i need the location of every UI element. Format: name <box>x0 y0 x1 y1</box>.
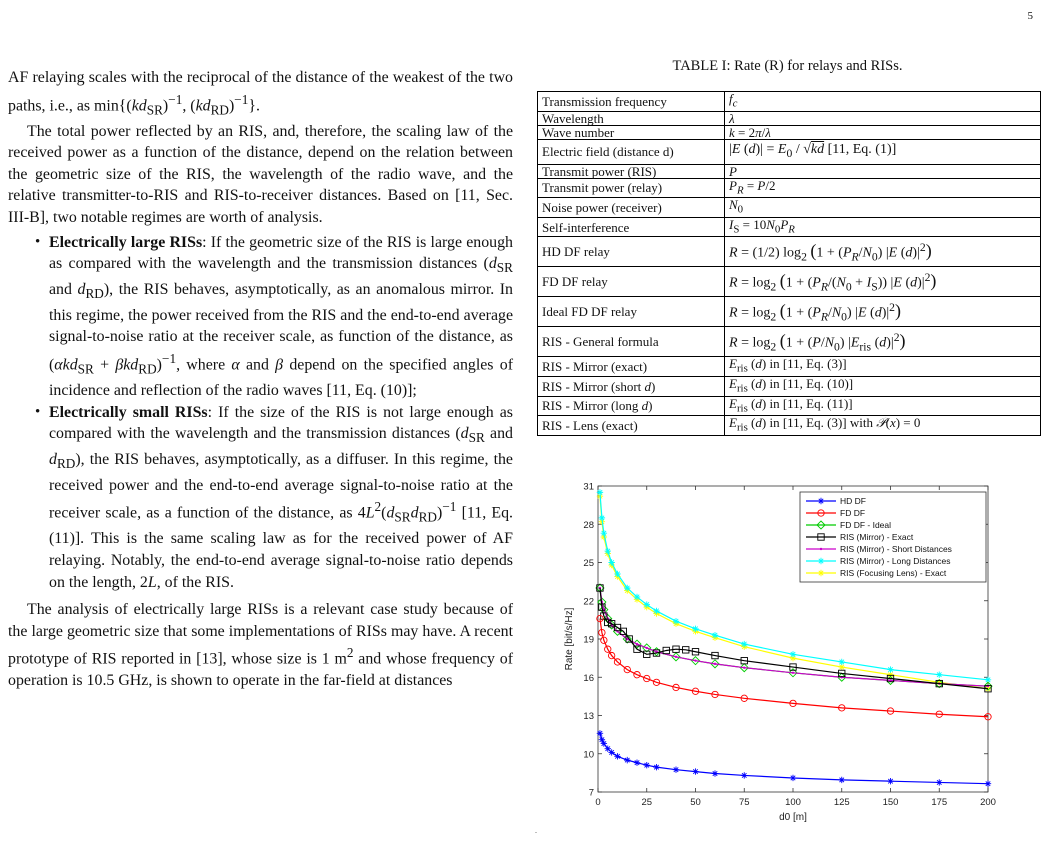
data-point <box>839 777 845 783</box>
data-point <box>624 585 630 591</box>
x-tick-label: 50 <box>690 797 701 808</box>
data-point <box>614 571 620 577</box>
row-label: Transmission frequency <box>538 92 725 112</box>
row-value: $R = \log_2 (1 + (P_R/(N_0 + I_S))$ |E $(d)|^2$) <box>725 267 1041 297</box>
paragraph-af-scaling: AF relaying scales with the reciprocal of the distance of the weakest of the two paths, i.e., as $\min\{(kd_{SR})^{-1}$, $(kd_{RD})^{-1}$}. <box>8 69 513 118</box>
page-number: 5 <box>1027 10 1033 22</box>
row-value: λ <box>725 111 1041 125</box>
table-row <box>538 164 1041 178</box>
x-tick-label: 150 <box>882 797 899 808</box>
row-label: RIS - Mirror (long d) <box>538 396 725 416</box>
table-row <box>538 178 1041 198</box>
legend-label: FD DF - Ideal <box>840 520 892 530</box>
data-point <box>692 768 698 774</box>
table-row <box>538 237 1041 267</box>
data-point <box>614 753 620 759</box>
y-axis-label: Rate [bit/s/Hz] <box>564 607 575 671</box>
table-row <box>538 376 1041 396</box>
rate-figure <box>540 474 1010 839</box>
row-label: Transmit power (relay) <box>538 178 725 198</box>
data-point <box>790 775 796 781</box>
legend-label: RIS (Focusing Lens) - Exact <box>840 568 947 578</box>
table-row <box>538 396 1041 416</box>
data-point <box>792 672 794 674</box>
data-point <box>601 740 607 746</box>
x-tick-label: 200 <box>980 797 996 808</box>
row-value: k = 2π/λ <box>725 125 1041 139</box>
row-value: $N_0$ <box>725 198 1041 218</box>
row-label: Ideal FD DF relay <box>538 297 725 327</box>
data-point <box>624 757 630 763</box>
data-point <box>608 559 614 565</box>
x-tick-label: 175 <box>931 797 948 808</box>
table-row <box>538 297 1041 327</box>
data-point <box>673 618 679 624</box>
x-tick-label: 75 <box>738 797 750 808</box>
data-point <box>646 647 648 649</box>
data-point <box>599 515 605 521</box>
data-point <box>741 772 747 778</box>
y-tick-label: 19 <box>583 634 594 646</box>
table-row <box>538 111 1041 125</box>
x-tick-label: 25 <box>641 797 653 808</box>
paragraph-large-ris-case: The analysis of electrically large RISs is a relevant case study because of the large geometric size that some implementations of RISs may have. A recent prototype of RIS reported in [13], whose size is 1 $m^2$ and whose frequency of operation is 10.5 GHz, is shown to operate in the far-field at distances <box>8 601 513 690</box>
data-point <box>636 643 638 645</box>
data-point <box>608 749 614 755</box>
row-label: Transmit power (RIS) <box>538 164 725 178</box>
data-point <box>839 659 845 665</box>
row-label: FD DF relay <box>538 267 725 297</box>
table-row <box>538 327 1041 357</box>
row-label: RIS - Mirror (exact) <box>538 357 725 377</box>
y-tick-label: 7 <box>588 787 594 799</box>
stray-mark: . <box>535 826 537 835</box>
paragraph-total-power: The total power reflected by an RIS, and, therefore, the scaling law of the received power as a function of the distance, depend on the relation between the geometric size of the RIS, the wavelength of the radio wave, and the relative transmitter-to-RIS and RIS-to-receiver distances. Based on [11, Sec. III-B], two notable regimes are worth of analysis. <box>8 122 513 227</box>
data-point <box>601 530 607 536</box>
row-label: HD DF relay <box>538 237 725 267</box>
data-point <box>692 626 698 632</box>
row-label: Self-interference <box>538 217 725 237</box>
table-row <box>538 198 1041 218</box>
data-point <box>644 762 650 768</box>
data-point <box>741 641 747 647</box>
data-point <box>634 759 640 765</box>
bullet1-title: Electrically large RISs <box>49 233 203 251</box>
row-value: |E $(d)| = E_0 / √kd$ [11, Eq. (1)] <box>725 139 1041 164</box>
table-row <box>538 357 1041 377</box>
row-value: R = (1/2) $\log_2 (1 + (P_R/N_0)$ |E $(d)|^2$) <box>725 237 1041 267</box>
data-point <box>597 730 603 736</box>
bullet-electrically-small: • Electrically small RISs: If the size of the RIS is not large enough as compared with the wavelength and the transmission distances ($d_{SR}$ and $d_{RD}$), the RIS behaves, asymptotically, as a diffuser. In this regime, the received power and the end-to-end average signal-to-noise ratio at the receiver scale, as a function of the distance, as $4L^2(d_{SR}d_{RD})^{-1}$ [11, Eq. (11)]. This is the same scaling law as for the received power of AF relaying. Notably, the end-to-end average signal-to-noise ratio depends on the length, 2L, of the RIS. <box>8 402 513 594</box>
legend-label: FD DF <box>840 508 866 518</box>
y-tick-label: 13 <box>583 711 594 722</box>
y-tick-label: 28 <box>583 519 594 531</box>
row-value: $R = \log_2 (1 + (P/N_0)$ $|E_{ris}$ $(d)|^2$) <box>725 327 1041 357</box>
left-column <box>8 67 513 692</box>
data-point <box>673 766 679 772</box>
x-axis-label: d0 [m] <box>779 812 807 823</box>
table-row <box>538 92 1041 112</box>
table-row <box>538 125 1041 139</box>
row-value: $R = \log_2 (1 + (P_R/N_0)$ |E $(d)|^2$) <box>725 297 1041 327</box>
legend-label: HD DF <box>840 496 866 506</box>
legend-label: RIS (Mirror) - Long Distances <box>840 556 951 566</box>
x-tick-label: 125 <box>833 797 850 808</box>
row-value: $E_{ris}$ (d) in [11, Eq. (11)] <box>725 396 1041 416</box>
para1-text-a: AF relaying scales with the reciprocal of the distance of the weakest of the two paths, i.e., as min <box>8 69 513 114</box>
row-value: $P_R = P/2$ <box>725 178 1041 198</box>
legend-marker <box>818 570 824 576</box>
y-tick-label: 10 <box>583 749 594 761</box>
data-point <box>936 779 942 785</box>
data-point <box>653 764 659 770</box>
rate-vs-distance-chart <box>540 474 1010 839</box>
row-label: RIS - General formula <box>538 327 725 357</box>
bullet-electrically-large: • Electrically large RISs: If the geometric size of the RIS is large enough as compared with the wavelength and the transmission distances ($d_{SR}$ and $d_{RD}$), the RIS behaves, asymptotically, as an anomalous mirror. In this regime, the power received from the RIS and the end-to-end average signal-to-noise ratio at the receiver scale, as function of the distance, as $(\alpha kd_{SR} + \beta kd_{RD})^{-1}$, where α and β depend on the specified angles of incidence and reflection of the radio waves [11, Eq. (10)]; <box>8 232 513 402</box>
bullet2-title: Electrically small RISs <box>49 403 208 421</box>
row-label: Electric field (distance d) <box>538 139 725 164</box>
x-tick-label: 100 <box>785 797 801 808</box>
data-point <box>936 672 942 678</box>
row-value: $f_c$ <box>725 92 1041 112</box>
legend-label: RIS (Mirror) - Exact <box>840 532 914 542</box>
table-row <box>538 139 1041 164</box>
data-point <box>714 663 716 665</box>
data-point <box>675 656 677 658</box>
row-value: $E_{ris}$ (d) in [11, Eq. (3)] <box>725 357 1041 377</box>
legend-marker <box>818 558 824 564</box>
row-label: RIS - Mirror (short d) <box>538 376 725 396</box>
table-row <box>538 267 1041 297</box>
y-tick-label: 22 <box>583 596 594 608</box>
data-point <box>712 770 718 776</box>
row-value: P <box>725 164 1041 178</box>
rate-table <box>537 91 1041 436</box>
y-tick-label: 31 <box>583 481 594 493</box>
x-tick-label: 0 <box>595 797 601 808</box>
data-point <box>985 781 991 787</box>
data-point <box>694 659 696 661</box>
table-row <box>538 217 1041 237</box>
row-label: Noise power (receiver) <box>538 198 725 218</box>
row-value: $E_{ris}$ (d) in [11, Eq. (3)] with 𝒫(x) = 0 <box>725 416 1041 436</box>
data-point <box>887 666 893 672</box>
row-label: Wavelength <box>538 111 725 125</box>
row-value: $I_S = 10N_0P_R$ <box>725 217 1041 237</box>
table-row <box>538 416 1041 436</box>
y-tick-label: 25 <box>583 558 594 569</box>
data-point <box>644 601 650 607</box>
legend-marker <box>820 548 822 550</box>
data-point <box>743 666 745 668</box>
regime-list <box>8 232 513 594</box>
legend-label: RIS (Mirror) - Short Distances <box>840 544 952 554</box>
data-point <box>712 632 718 638</box>
row-value: $E_{ris}$ (d) in [11, Eq. (10)] <box>725 376 1041 396</box>
data-point <box>887 778 893 784</box>
row-label: RIS - Lens (exact) <box>538 416 725 436</box>
data-point <box>653 608 659 614</box>
table-caption: TABLE I: Rate (R) for relays and RISs. <box>672 58 903 74</box>
y-tick-label: 16 <box>583 672 594 684</box>
data-point <box>634 594 640 600</box>
data-point <box>790 651 796 657</box>
row-label: Wave number <box>538 125 725 139</box>
data-point <box>605 548 611 554</box>
